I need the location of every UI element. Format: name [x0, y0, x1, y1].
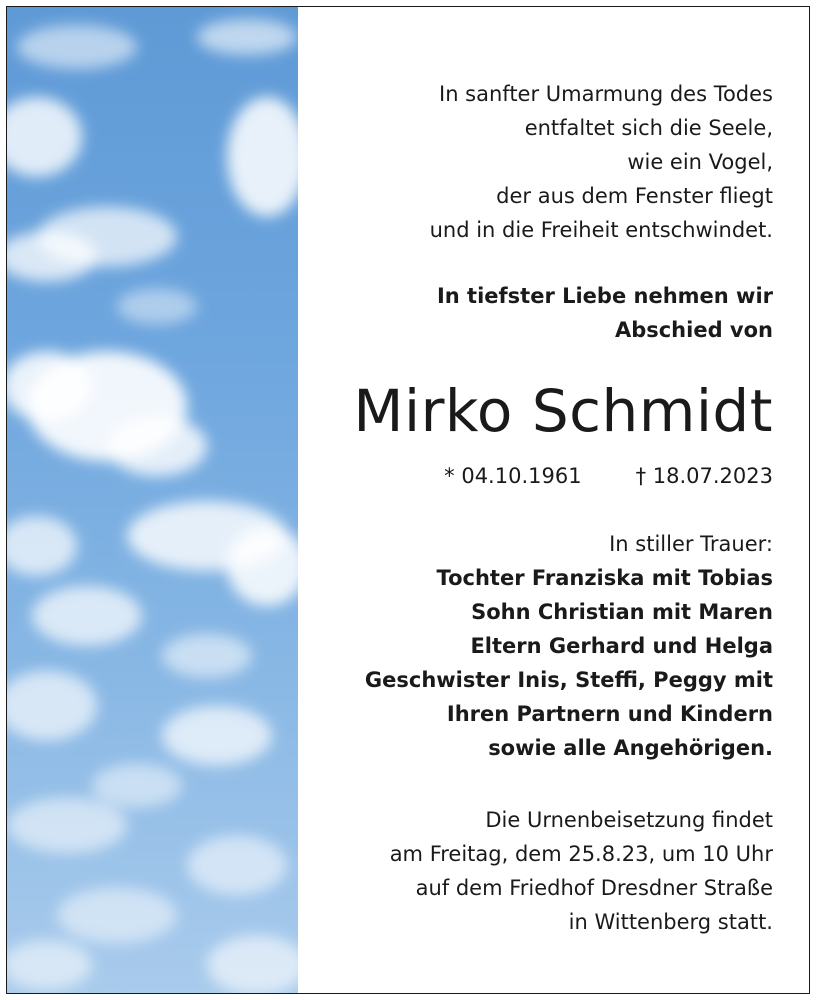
death-date: † 18.07.2023 [635, 464, 773, 488]
mourner-line: Eltern Gerhard und Helga [470, 634, 773, 658]
burial-line: in Wittenberg statt. [568, 910, 773, 934]
sky-image [7, 7, 298, 993]
farewell-line: In tiefster Liebe nehmen wir [436, 284, 773, 308]
mourners-list [365, 527, 773, 765]
burial-notice [390, 803, 773, 939]
obituary-frame [6, 6, 810, 994]
burial-line: Die Urnenbeisetzung findet [485, 808, 773, 832]
burial-line: am Freitag, dem 25.8.23, um 10 Uhr [389, 842, 773, 866]
birth-date: * 04.10.1961 [444, 464, 582, 488]
poem-line: entfaltet sich die Seele, [524, 116, 773, 140]
deceased-name: Mirko Schmidt [353, 377, 773, 445]
farewell-line: Abschied von [614, 318, 773, 342]
mourner-line: Sohn Christian mit Maren [471, 600, 773, 624]
mourners-intro: In stiller Trauer: [609, 532, 773, 556]
cloud-illustration [7, 7, 298, 993]
poem [430, 77, 773, 247]
poem-line: der aus dem Fenster fliegt [496, 184, 773, 208]
mourner-line: Ihren Partnern und Kindern [446, 702, 773, 726]
poem-line: In sanfter Umarmung des Todes [439, 82, 773, 106]
obituary-text [307, 7, 773, 993]
poem-line: wie ein Vogel, [627, 150, 773, 174]
mourner-line: sowie alle Angehörigen. [488, 736, 773, 760]
life-dates [444, 459, 773, 493]
mourner-line: Tochter Franziska mit Tobias [436, 566, 773, 590]
farewell-heading [437, 279, 773, 347]
poem-line: und in die Freiheit entschwindet. [429, 218, 773, 242]
burial-line: auf dem Friedhof Dresdner Straße [415, 876, 773, 900]
mourner-line: Geschwister Inis, Steffi, Peggy mit [364, 668, 773, 692]
